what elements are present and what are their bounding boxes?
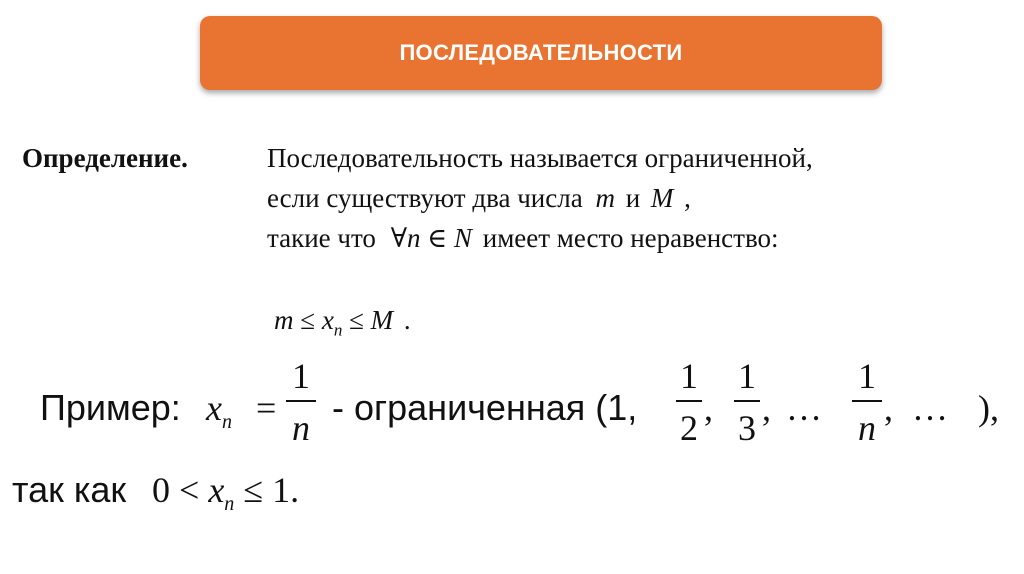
comma-2: , xyxy=(762,388,771,428)
half-num: 1 xyxy=(680,356,698,396)
definition-line-2 xyxy=(267,182,691,214)
conj-and: и xyxy=(625,183,641,213)
ineq-x: x xyxy=(321,305,334,335)
third-bar xyxy=(734,400,760,402)
example-x-sub: n xyxy=(221,411,232,434)
n-frac-den: n xyxy=(858,408,876,448)
ellipsis-2: … xyxy=(912,388,948,428)
var-n: n xyxy=(406,223,421,253)
because-text: так как xyxy=(12,469,127,510)
line2-comma: , xyxy=(684,183,691,213)
set-N: N xyxy=(453,223,472,253)
comma-1: , xyxy=(704,388,713,428)
forall-symbol: ∀ xyxy=(390,223,407,253)
third-num: 1 xyxy=(738,356,756,396)
fraction-one-over-n xyxy=(852,356,882,448)
ineq-leq-1: ≤ xyxy=(300,305,316,335)
comma-3: , xyxy=(884,388,893,428)
line2-text: если существуют два числа xyxy=(267,183,583,213)
var-m: m xyxy=(595,183,615,213)
because-x: x xyxy=(208,470,225,510)
var-M: M xyxy=(650,183,674,213)
example-x-var: x xyxy=(206,388,222,428)
example-equals: = xyxy=(256,388,277,428)
half-bar xyxy=(676,400,702,402)
example-fraction xyxy=(286,356,316,448)
ellipsis-1: … xyxy=(786,388,822,428)
definition-inequality xyxy=(274,304,411,346)
one: 1 xyxy=(272,470,291,510)
element-of-symbol: ∈ xyxy=(427,223,448,253)
ineq-leq-2: ≤ xyxy=(349,305,364,335)
example-frac-bar xyxy=(286,400,316,402)
n-frac-num: 1 xyxy=(858,356,876,396)
line3-text: такие что xyxy=(267,223,376,253)
fraction-one-half xyxy=(676,356,702,448)
example-x xyxy=(206,388,232,442)
title-banner xyxy=(200,16,882,90)
because-sub-n: n xyxy=(224,493,235,516)
definition-line-1: Последовательность называется ограниченной, xyxy=(267,143,813,173)
because-inequality xyxy=(152,470,299,524)
ineq-m: m xyxy=(274,305,294,335)
fraction-one-third xyxy=(734,356,760,448)
ineq-M: M xyxy=(370,305,394,335)
zero: 0 xyxy=(152,470,170,510)
example-frac-den: n xyxy=(292,408,310,448)
ineq-sub-n: n xyxy=(333,320,343,340)
page-title: ПОСЛЕДОВАТЕЛЬНОСТИ xyxy=(399,40,683,65)
lt-symbol: < xyxy=(179,470,200,510)
ineq-period: . xyxy=(403,305,411,335)
line3-tail: имеет место неравенство: xyxy=(482,223,779,253)
because-period: . xyxy=(290,470,300,510)
definition-heading: Определение. xyxy=(22,143,188,173)
third-den: 3 xyxy=(738,408,756,448)
example-frac-num: 1 xyxy=(292,356,310,396)
example-description: - ограниченная (1, xyxy=(332,387,638,428)
half-den: 2 xyxy=(680,408,698,448)
definition-line-3 xyxy=(267,222,779,254)
example-label: Пример: xyxy=(40,387,181,428)
leq-symbol: ≤ xyxy=(243,470,264,510)
close-paren: ), xyxy=(978,388,999,428)
n-frac-bar xyxy=(852,400,882,402)
